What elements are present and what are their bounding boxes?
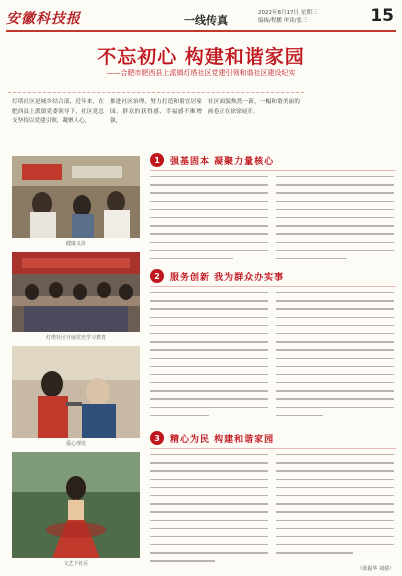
lead-text-2: 推进社区治理，努力打造和谐宜居家园，群众的获得感、幸福感不断增强， xyxy=(110,99,202,124)
masthead xyxy=(6,6,396,32)
section-3-body-left xyxy=(150,454,268,569)
section-2-title: 服务创新 我为群众办实事 xyxy=(170,272,285,283)
section-2-body-right xyxy=(276,292,394,423)
lead-column-1 xyxy=(12,98,104,127)
photo-study-session xyxy=(12,252,140,332)
section-2-body-left xyxy=(150,292,268,423)
article-subheadline: ——合肥市肥西县上派镇灯塔社区党建引领和谐社区建设纪实 xyxy=(106,69,296,77)
section-1-body-right xyxy=(276,176,394,266)
section-2-banner xyxy=(150,268,284,284)
section-1-number: 1 xyxy=(150,153,164,167)
section-3-number: 3 xyxy=(150,431,164,445)
newspaper-logo: 安徽科技报 xyxy=(6,11,81,27)
issue-meta xyxy=(258,9,376,25)
section-3-title: 精心为民 构建和谐家园 xyxy=(170,434,275,445)
article-byline: （张振华 刘倩） xyxy=(357,566,394,572)
lead-text-3: 社区面貌焕然一新，一幅和谐美丽的画卷正在徐徐展开。 xyxy=(208,99,300,115)
section-1-title: 强基固本 凝聚力量核心 xyxy=(170,156,275,167)
photo-haircut xyxy=(12,346,140,438)
issue-date: 2022年8月17日 星期三 xyxy=(258,10,318,16)
section-1-body-left xyxy=(150,176,268,266)
section-2-rule xyxy=(150,286,396,287)
photo-health-clinic xyxy=(12,156,140,238)
issue-editor: 编辑/程鹏 审读/张三 xyxy=(258,18,308,24)
page-number: 15 xyxy=(370,6,394,26)
article-headline: 不忘初心 构建和谐家园 xyxy=(97,46,305,68)
caption-photo-1: 健康义诊 xyxy=(65,241,86,247)
caption-photo-4: 文艺下社区 xyxy=(63,561,89,567)
lead-column-2 xyxy=(110,98,202,127)
section-2-number: 2 xyxy=(150,269,164,283)
lead-text-1: 灯塔社区是城乡结合部，近年来，在肥西县上派镇党委领导下，社区党总支坚持以党建引领，凝聚人心， xyxy=(12,99,104,124)
section-3-rule xyxy=(150,448,396,449)
caption-photo-2: 灯塔社区开展党史学习教育 xyxy=(45,335,106,341)
caption-photo-3: 爱心理发 xyxy=(65,441,86,447)
section-1-banner xyxy=(150,152,274,168)
photo-performance xyxy=(12,452,140,558)
lead-column-3 xyxy=(208,98,300,117)
section-3-body-right xyxy=(276,454,394,560)
section-1-rule xyxy=(150,170,396,171)
section-name: 一线传真 xyxy=(184,14,228,27)
section-3-banner xyxy=(150,430,274,446)
